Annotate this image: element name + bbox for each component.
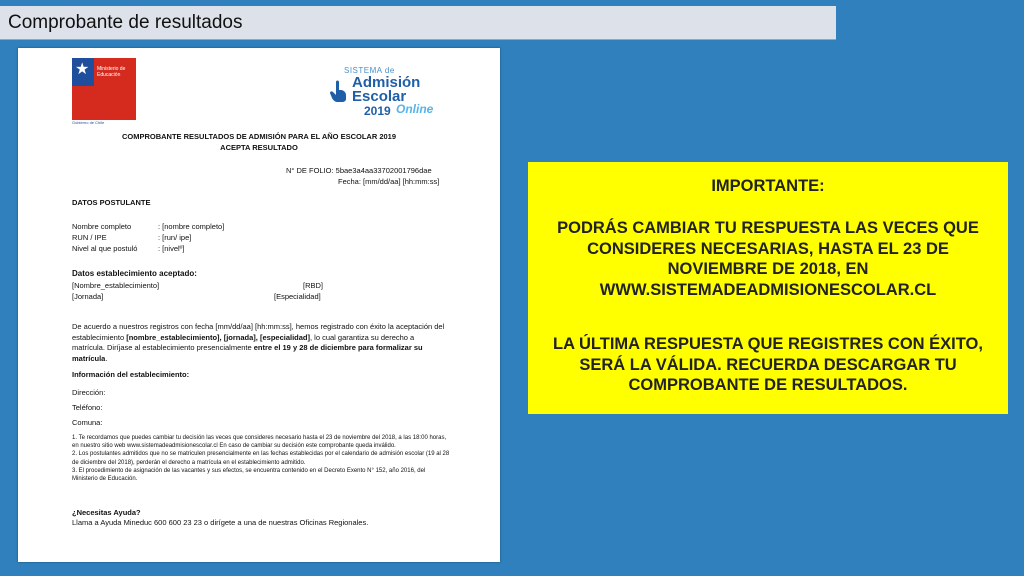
help-title: ¿Necesitas Ayuda?: [72, 508, 141, 517]
hand-cursor-icon: [330, 80, 348, 102]
document-heading: COMPROBANTE RESULTADOS DE ADMISIÓN PARA EL AÑO ESCOLAR 2019: [121, 132, 397, 141]
acceptance-paragraph: De acuerdo a nuestros registros con fecha [mm/dd/aa] [hh:mm:ss], hemos registrado con éxito la aceptación del establecimiento [nombre_establecimiento], [jornada], [especialidad], lo cual garantiza su derecho a matrícula. Diríjase al establecimiento presencialmente entre el 19 y 28 de diciembre para formalizar su matrícula.: [72, 322, 445, 363]
important-notice: [528, 162, 1008, 414]
document-subheading: ACEPTA RESULTADO: [220, 143, 298, 152]
list-item: 1. Te recordamos que puedes cambiar tu decisión las veces que consideres necesario hasta el 23 de noviembre del 2018, a las 18:00 horas, en nuestro sitio web www.sistemadeadmisionescolar.cl En caso de cambiar su decisión este comprobante queda inválido.: [72, 435, 447, 450]
slide-title-bar: [0, 6, 836, 40]
ministry-seal: [72, 58, 136, 125]
notice-paragraph-2: LA ÚLTIMA RESPUESTA QUE REGISTRES CON ÉXITO, SERÁ LA VÁLIDA. RECUERDA DESCARGAR TU COMPROBANTE DE RESULTADOS.: [553, 335, 983, 394]
notes-list: [72, 434, 452, 483]
admission-system-logo: SISTEMA de Admisión Escolar 2019 Online: [326, 66, 430, 122]
section-title-applicant: DATOS POSTULANTE: [72, 198, 151, 207]
ministry-name: Ministerio de Educación: [97, 66, 126, 78]
receipt-date: Fecha: [mm/dd/aa] [hh:mm:ss]: [338, 177, 440, 186]
receipt-document: ★ Ministerio de Educación Gobierno de Chile SISTEMA de Admisión Escolar 2019 Online COMPROBANTE RESULTADOS DE ADMISIÓN PARA EL AÑO ESCOLAR 2019 ACEPTA RESULTADO N° DE FOLIO: 5bae3a4aa33702001796dae Fecha: [mm/dd/aa] [hh:mm:ss] DATOS POSTULANTE Nombre completo : [nombre completo] RUN / IPE : [run/ ipe] Nivel al que postuló : [nivelº] Datos establecimiento aceptado: [Nombre_establecimiento] [RBD] [Jornada] [Especialidad] De acuerdo a nuestros registros con fecha [mm/dd/aa] [hh:mm:ss], hemos registrado con éxito la aceptación del establecimiento [nombre_establecimiento], [jornada], [especialidad], lo cual garantiza su derecho a matrícula. Diríjase al establecimiento presencialmente entre el 19 y 28 de diciembre para formalizar su matrícula. Información del establecimiento: Dirección: Teléfono: Comuna: 1. Te recordamos que puedes cambiar tu decisión las veces que consideres necesario hasta el 23 de noviembre del 2018, a las 18:00 horas, en nuestro sitio web www.sistemadeadmisionescolar.cl En caso de cambiar su decisión este comprobante queda inválido. 2. Los postulantes admitidos que no se matriculen presencialmente en las fechas establecidas por el calendario de admisión escolar (19 al 28 de diciembre del 2018), perderán el derecho a matrícula en el establecimiento admitido. 3. El procedimiento de asignación de las vacantes y sus efectos, se encuentra contenido en el Decreto Exento N° 152, año 2016, del Ministerio de Educación. ¿Necesitas Ayuda? Llama a Ayuda Mineduc 600 600 23 23 o dirígete a una de nuestras Oficinas Regionales.: [18, 48, 500, 562]
section-title-info: Información del establecimiento:: [72, 370, 190, 379]
government-name: Gobierno de Chile: [72, 120, 105, 125]
list-item: 3. El procedimiento de asignación de las vacantes y sus efectos, se encuentra contenido en el Decreto Exento N° 152, año 2016, del Ministerio de Educación.: [72, 467, 426, 483]
section-title-school: Datos establecimiento aceptado:: [72, 269, 197, 278]
help-text: Llama a Ayuda Mineduc 600 600 23 23 o dirígete a una de nuestras Oficinas Regionales.: [72, 518, 369, 527]
folio-number: N° DE FOLIO: 5bae3a4aa33702001796dae: [286, 166, 432, 175]
notice-paragraph-1: PODRÁS CAMBIAR TU RESPUESTA LAS VECES QUE CONSIDERES NECESARIAS, HASTA EL 23 DE NOVIEMBRE DE 2018, EN WWW.SISTEMADEADMISIONESCOLAR.CL: [557, 219, 979, 299]
slide-title: Comprobante de resultados: [8, 12, 243, 33]
notice-heading: IMPORTANTE:: [711, 177, 825, 195]
list-item: 2. Los postulantes admitidos que no se matriculen presencialmente en las fechas establecidas por el calendario de admisión escolar (19 al 28 de diciembre del 2018), perderán el derecho a matrícula en el establecimiento admitido.: [72, 451, 450, 466]
star-icon: ★: [75, 61, 90, 78]
